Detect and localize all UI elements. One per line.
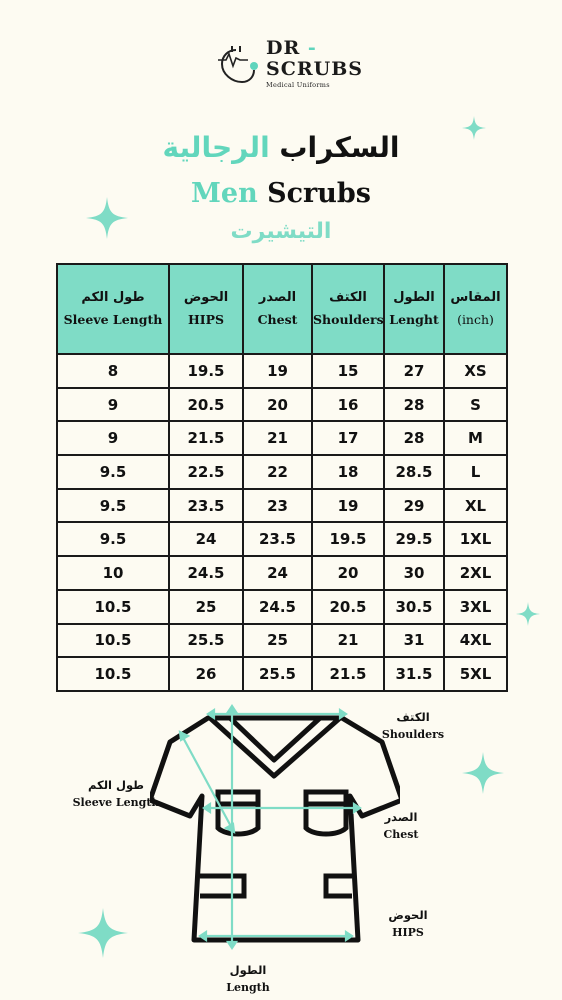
- cell-shoulders: 15: [312, 354, 384, 388]
- brand-logo: [214, 37, 363, 100]
- cell-shoulders: 20: [312, 556, 384, 590]
- cell-size: XS: [444, 354, 507, 388]
- header-chest: الصدر Chest: [243, 264, 312, 354]
- cell-chest: 25: [243, 624, 312, 658]
- title-ar-part2: الرجالية: [162, 131, 270, 164]
- title-ar-part1: السكراب: [279, 131, 400, 164]
- table-row: [57, 556, 507, 590]
- label-chest: الصدر Chest: [383, 810, 419, 841]
- chest-pocket-right: [306, 792, 346, 834]
- hip-pocket-left: [200, 876, 244, 896]
- cell-length: 28: [384, 388, 444, 422]
- title-en-part2: Scrubs: [267, 178, 371, 209]
- table-row: [57, 624, 507, 658]
- label-shoulders: الكتف Shoulders: [381, 710, 445, 741]
- cell-hips: 22.5: [169, 455, 243, 489]
- sparkle-icon: [78, 908, 128, 958]
- cell-sleeve: 10: [57, 556, 169, 590]
- cell-hips: 24: [169, 522, 243, 556]
- label-hips: الحوض HIPS: [388, 908, 428, 939]
- cell-size: 5XL: [444, 657, 507, 691]
- cell-chest: 23.5: [243, 522, 312, 556]
- cell-length: 31: [384, 624, 444, 658]
- cell-shoulders: 20.5: [312, 590, 384, 624]
- scrub-shirt-diagram: [150, 700, 400, 960]
- table-header-row: [57, 264, 507, 354]
- cell-hips: 21.5: [169, 421, 243, 455]
- stethoscope-heart-icon: [214, 40, 266, 92]
- table-row: [57, 590, 507, 624]
- cell-chest: 21: [243, 421, 312, 455]
- cell-shoulders: 19: [312, 489, 384, 523]
- cell-sleeve: 8: [57, 354, 169, 388]
- hip-pocket-right: [326, 876, 352, 896]
- cell-hips: 25: [169, 590, 243, 624]
- label-length: الطول Length: [226, 963, 270, 994]
- cell-chest: 19: [243, 354, 312, 388]
- header-length: الطول Lenght: [384, 264, 444, 354]
- cell-hips: 26: [169, 657, 243, 691]
- sparkle-icon: [462, 752, 504, 794]
- cell-hips: 19.5: [169, 354, 243, 388]
- cell-size: L: [444, 455, 507, 489]
- cell-shoulders: 21.5: [312, 657, 384, 691]
- cell-chest: 20: [243, 388, 312, 422]
- cell-shoulders: 18: [312, 455, 384, 489]
- cell-size: M: [444, 421, 507, 455]
- cell-shoulders: 17: [312, 421, 384, 455]
- cell-hips: 23.5: [169, 489, 243, 523]
- header-size: المقاس (inch): [444, 264, 507, 354]
- table-row: [57, 522, 507, 556]
- sparkle-icon: [516, 602, 540, 626]
- cell-sleeve: 9: [57, 421, 169, 455]
- cell-chest: 25.5: [243, 657, 312, 691]
- cell-length: 31.5: [384, 657, 444, 691]
- cell-sleeve: 9.5: [57, 522, 169, 556]
- table-row: [57, 455, 507, 489]
- cell-chest: 23: [243, 489, 312, 523]
- size-chart-table: [56, 263, 508, 692]
- table-row: [57, 421, 507, 455]
- table-row: [57, 657, 507, 691]
- cell-hips: 24.5: [169, 556, 243, 590]
- logo-dr: DR: [266, 37, 301, 59]
- cell-chest: 24: [243, 556, 312, 590]
- cell-size: 1XL: [444, 522, 507, 556]
- cell-sleeve: 9: [57, 388, 169, 422]
- cell-size: XL: [444, 489, 507, 523]
- cell-size: 3XL: [444, 590, 507, 624]
- cell-sleeve: 10.5: [57, 657, 169, 691]
- shirt-outline: [150, 718, 400, 940]
- sparkle-icon: [86, 197, 128, 239]
- header-shoulders: الكتف Shoulders: [312, 264, 384, 354]
- title-en-part1: Men: [191, 178, 258, 209]
- cell-shoulders: 19.5: [312, 522, 384, 556]
- sparkle-icon: [462, 116, 486, 140]
- cell-length: 28: [384, 421, 444, 455]
- cell-sleeve: 9.5: [57, 455, 169, 489]
- cell-sleeve: 10.5: [57, 624, 169, 658]
- cell-chest: 24.5: [243, 590, 312, 624]
- cell-shoulders: 16: [312, 388, 384, 422]
- cell-length: 30.5: [384, 590, 444, 624]
- cell-length: 29.5: [384, 522, 444, 556]
- page-title-english: [0, 177, 562, 211]
- cell-size: 4XL: [444, 624, 507, 658]
- cell-sleeve: 10.5: [57, 590, 169, 624]
- cell-size: S: [444, 388, 507, 422]
- cell-size: 2XL: [444, 556, 507, 590]
- cell-length: 27: [384, 354, 444, 388]
- cell-length: 30: [384, 556, 444, 590]
- shirt-collar: [210, 718, 340, 776]
- logo-dot: -: [307, 37, 317, 59]
- table-row: [57, 489, 507, 523]
- cell-sleeve: 9.5: [57, 489, 169, 523]
- table-row: [57, 388, 507, 422]
- table-row: [57, 354, 507, 388]
- cell-hips: 25.5: [169, 624, 243, 658]
- cell-length: 28.5: [384, 455, 444, 489]
- page-subtitle: التيشيرت: [230, 219, 332, 244]
- cell-hips: 20.5: [169, 388, 243, 422]
- cell-length: 29: [384, 489, 444, 523]
- logo-scrubs: SCRUBS: [266, 58, 363, 80]
- cell-chest: 22: [243, 455, 312, 489]
- logo-tagline: Medical Uniforms: [266, 81, 330, 89]
- header-sleeve-length: طول الكم Sleeve Length: [57, 264, 169, 354]
- header-hips: الحوض HIPS: [169, 264, 243, 354]
- cell-shoulders: 21: [312, 624, 384, 658]
- label-sleeve-length: طول الكم Sleeve Length: [72, 778, 160, 809]
